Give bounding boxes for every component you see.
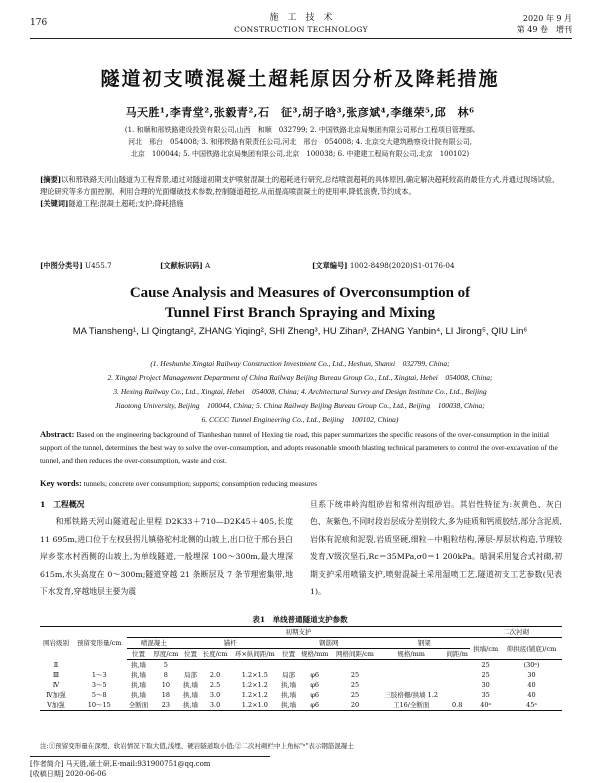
- issue-date: 2020 年 9 月: [522, 14, 572, 23]
- journal-title: [30, 13, 572, 35]
- table-header: 位置: [279, 649, 298, 660]
- doc-code: [160, 261, 210, 271]
- received-date: [收稿日期] 2020-06-06: [30, 770, 107, 778]
- abstract-en: [40, 428, 560, 467]
- affiliation-line: 6. CCCC Tunnel Engineering Co., Ltd., Beijing 100102, China): [201, 415, 399, 424]
- table-cell: 30: [527, 671, 536, 679]
- doc-value: A: [205, 261, 211, 270]
- title-cn: 隧道初支喷混凝土超耗原因分析及降耗措施: [100, 68, 500, 90]
- table-cell: 拱,墙: [281, 691, 297, 699]
- table-cell: 拱,墙: [182, 701, 198, 709]
- table-cell: Ⅳ: [52, 681, 60, 689]
- table-cell: [298, 660, 332, 671]
- table-cell: [378, 660, 444, 671]
- authors-cn: 马天胜¹,李青堂²,张毅青²,石 征³,胡子晗³,张彦斌⁴,李继荣⁵,邱 林⁶: [125, 106, 475, 119]
- table-cell: 1.2×1.5: [241, 671, 268, 679]
- abstract-cn-text: 以和邢铁路天河山隧道为工程背景,通过对隧道初期支护喷射混凝土的超耗进行研究,总结喷混超耗的具体原因,确定解决超耗较高的最佳方式,并通过现场试验、理论研究等多方面控制、利用合理的光面爆破技术参数,控制隧道超挖,从而提高喷混凝土的使用率,降低浪费,节约成本。: [40, 175, 560, 196]
- abstract-cn-label: [摘要]: [40, 175, 62, 184]
- table-header: 厚度/cm: [151, 649, 182, 660]
- table-cell: 5: [163, 661, 168, 669]
- author-info: [作者简介] 马天胜,硕士研,E-mail:931900751@qq.com: [30, 760, 211, 768]
- table-cell: φ6: [298, 700, 332, 711]
- table-cell: (30ᵃ): [523, 661, 540, 669]
- table-cell: φ6: [310, 691, 320, 699]
- journal-name-en: CONSTRUCTION TECHNOLOGY: [234, 25, 368, 34]
- affiliation-line: Jiaotong University, Beijing 100044, China; 5. China Railway Beijing Bureau Group Co., Ltd., Beijing 100038, China;: [115, 401, 485, 410]
- abstract-en-text: Based on the engineering background of Tianheshan tunnel of Hexing tie road, this paper summarizes the specific reasons of the over-consumption in the initial support of the tunnel, determines the best way to solve the over-consumption, and adopts reasonable smooth blasting technical parameters to control the over-excavation of the tunnel, and then reduces the over-consumption, waste and cost.: [40, 430, 558, 465]
- authors-en: MA Tiansheng¹, LI Qingtang², ZHANG Yiqing², SHI Zheng³, HU Zihan³, ZHANG Yanbin⁴, LI Jirong⁵, QIU Lin⁶: [72, 326, 528, 337]
- table-header: 规格/mm: [378, 649, 444, 660]
- table-cell: 25: [481, 671, 490, 679]
- body-paragraph: 和邢铁路天河山隧道起止里程 D2K33＋710—D2K45＋405,长度 11 695m,进口位于左权县拐儿镇骆驼村北侧的山坡上,出口位于邢台县白岸乡浆水村西侧的山坡上,为单线隧道,一般埋深 100～300m,最大埋深 615m,水头高度在 0～300m;隧道穿越 21 条断层及 7 条节理密集带,地下水发育,穿越地层主要为震: [40, 517, 293, 597]
- table-row: [40, 670, 562, 680]
- table-row: [40, 680, 562, 690]
- table-cell: 局部: [282, 671, 296, 679]
- table-cell: 三肢格栅/拱墙 1.2: [384, 691, 438, 699]
- table-header: 间距/m: [444, 649, 470, 660]
- keywords-en: [40, 478, 560, 488]
- table-cell: 18: [161, 691, 170, 699]
- article-number: [312, 261, 455, 271]
- table-cell: 8: [163, 671, 168, 679]
- table-cell: 25: [350, 681, 360, 689]
- table-cell: 3.0: [209, 691, 221, 699]
- section-heading: 1 工程概况: [40, 500, 85, 509]
- table-cell: 3.0: [200, 700, 231, 711]
- table-header: 围岩级别: [40, 627, 72, 660]
- affiliation-line: (1. 和顺和邢铁路建设投资有限公司,山西 和顺 032799; 2. 中国铁路北京局集团有限公司邢台工程项目管理部,: [124, 126, 476, 134]
- table-cell: φ6: [310, 671, 320, 679]
- page-number: 176: [30, 18, 48, 28]
- table-cell: [444, 660, 470, 671]
- table-cell: 3～5: [91, 681, 107, 689]
- table-cell: 45ᵃ: [501, 700, 562, 711]
- table-cell: 2.5: [209, 681, 221, 689]
- affiliations-cn: [52, 124, 548, 160]
- table-cell: 拱,墙: [182, 681, 198, 689]
- abstract-en-label: Abstract:: [40, 429, 75, 439]
- table-cell: 10～15: [72, 700, 127, 711]
- table-header: 环×纵间距/m: [230, 649, 279, 660]
- table-cell: 25: [481, 661, 490, 669]
- table-header: 位置: [181, 649, 200, 660]
- table-cell: 40ᵃ: [470, 700, 501, 711]
- table-cell: [444, 690, 470, 700]
- affiliation-line: (1. Heshunhe Xingtai Railway Construction Investment Co., Ltd., Heshun, Shanxi 032799, China;: [150, 359, 450, 368]
- table-cell: 拱,墙: [130, 691, 147, 699]
- table-cell: [378, 680, 444, 690]
- table-cell: 35: [481, 691, 490, 699]
- table-header: 网格间距/cm: [332, 649, 379, 660]
- issue-volume: 第 49 卷 增刊: [516, 25, 572, 34]
- table-cell: 拱,墙: [130, 681, 147, 689]
- article-value: 1002-8498(2020)S1-0176-04: [349, 261, 455, 270]
- table-subheader: 钢架: [378, 638, 470, 649]
- table-cell: 2.0: [209, 671, 221, 679]
- table-cell: φ6: [310, 681, 320, 689]
- table-cell: 25: [350, 671, 360, 679]
- table-cell: 1.2×1.2: [241, 681, 268, 689]
- footnote: [30, 756, 270, 779]
- table-cell: 5～8: [91, 691, 107, 699]
- abstract-cn: [40, 174, 560, 210]
- table-row: [40, 700, 562, 711]
- affiliation-line: 2. Xingtai Project Management Department of China Railway Beijing Bureau Group Co., Ltd., Xingtai, Hebei 054008, China;: [107, 373, 493, 382]
- table-subheader: 钢筋网: [279, 638, 378, 649]
- table-cell: Ⅴ加强: [40, 700, 72, 711]
- affiliation-line: 河北 邢台 054008; 3. 和邢铁路有限责任公司,河北 邢台 054008; 4. 北京交大建筑勘察设计院有限公司,: [128, 138, 472, 146]
- table-header: 规格/mm: [298, 649, 332, 660]
- table-cell: 全断面: [127, 700, 151, 711]
- table-cell: 40: [527, 681, 536, 689]
- table-cell: 1.2×1.0: [230, 700, 279, 711]
- clc-code: [40, 261, 112, 271]
- journal-name-cn: 施 工 技 术: [269, 13, 333, 23]
- keywords-cn-text: 隧道工程;混凝土超耗;支护;降耗措施: [68, 199, 184, 208]
- table-cell: [200, 660, 231, 671]
- table-cell: 拱,墙: [130, 661, 147, 669]
- table-cell: 工16/全断面: [378, 700, 444, 711]
- affiliation-line: 北京 100044; 5. 中国铁路北京局集团有限公司,北京 100038; 6. 中建建工程局有限公司,北京 100102): [130, 150, 470, 158]
- table-cell: 拱,墙: [130, 671, 147, 679]
- title-en: Cause Analysis and Measures of Overconsumption of Tunnel First Branch Spraying and Mixing: [129, 285, 471, 321]
- body-left-column: [40, 496, 293, 600]
- table-cell: 23: [151, 700, 182, 711]
- table-cell: 10: [161, 681, 170, 689]
- article-label: [文章编号]: [312, 261, 348, 270]
- table-cell: 40: [527, 691, 536, 699]
- table-row: [40, 690, 562, 700]
- table-cell: Ⅲ: [52, 671, 60, 679]
- table-cell: 拱,墙: [281, 701, 297, 709]
- table-cell: 拱,墙: [281, 681, 297, 689]
- table-note: 注:①预留变形量在深埋、软岩情况下取大值,浅埋、硬岩隧道取小值;②二次衬砌栏中上角标"ᵃ"表示钢筋混凝土: [40, 742, 354, 750]
- table-cell: 20: [332, 700, 379, 711]
- table-cell: 30: [481, 681, 490, 689]
- body-right-column: [310, 496, 562, 600]
- table-cell: Ⅳ加强: [46, 691, 66, 699]
- clc-label: [中图分类号]: [40, 261, 83, 270]
- table-cell: [230, 660, 279, 671]
- table-cell: [378, 670, 444, 680]
- keywords-en-label: Key words:: [40, 478, 82, 488]
- doc-label: [文献标识码]: [160, 261, 203, 270]
- clc-value: U455.7: [85, 261, 112, 270]
- affiliations-en: [44, 357, 556, 427]
- running-header: [30, 12, 572, 39]
- table-cell: [72, 660, 127, 671]
- table-cell: Ⅱ: [53, 660, 59, 669]
- keywords-cn-label: [关键词]: [40, 199, 69, 208]
- table-cell: [444, 670, 470, 680]
- table-body: [40, 660, 562, 711]
- table-cell: [332, 660, 379, 671]
- keywords-en-text: tunnels; concrete over consumption; supports; consumption reducing measures: [83, 479, 318, 488]
- table-cell: [181, 660, 200, 671]
- table-cell: 拱,墙: [182, 691, 198, 699]
- table-header: 仰拱底(铺底)/cm: [501, 638, 562, 660]
- table-caption: 表1 单线普通隧道支护参数: [252, 615, 348, 624]
- table-cell: 0.8: [444, 700, 470, 711]
- table-cell: 局部: [183, 671, 197, 679]
- table-row: [40, 660, 562, 671]
- table-subheader: 锚杆: [181, 638, 279, 649]
- support-parameters-table: [40, 626, 562, 711]
- body-paragraph: 旦系下统串岭沟组砂岩和常州沟组砂岩。其岩性特征为:灰黄色、灰白色、灰紫色,不同时段岩层成分差别较大,多为硅质和钙质胶结,部分含泥质,岩体有泥痕和泥裂,岩质坚硬,细粒－中粗粒结构,薄层-厚层状构造,节理较发育,V级次坚石,Rc＝35MPa,σ0＝1 200kPa。暗洞采用复合式衬砌,初期支护采用喷锚支护,喷射混凝土采用湿喷工艺,隧道初支工艺参数(见表1)。: [310, 500, 562, 597]
- affiliation-line: 3. Hexing Railway Co., Ltd., Xingtai, Hebei 054008, China; 4. Architectural Survey and Design Institute Co., Ltd., Beijing: [113, 387, 487, 396]
- issue-info: [517, 13, 572, 35]
- table-cell: 1.2×1.2: [241, 691, 268, 699]
- table-group-header: 初期支护: [127, 627, 471, 638]
- table-group-header: 二次衬砌: [470, 627, 562, 638]
- table-header: 预留变形量/cm: [72, 627, 127, 660]
- table-subheader: 喷混凝土: [127, 638, 182, 649]
- table-header: 长度/cm: [200, 649, 231, 660]
- table-cell: [444, 680, 470, 690]
- table-cell: [279, 660, 298, 671]
- table-header: 位置: [127, 649, 151, 660]
- table-cell: 25: [350, 691, 360, 699]
- table-cell: 1～3: [91, 671, 107, 679]
- table-header: 拱墙/cm: [470, 638, 501, 660]
